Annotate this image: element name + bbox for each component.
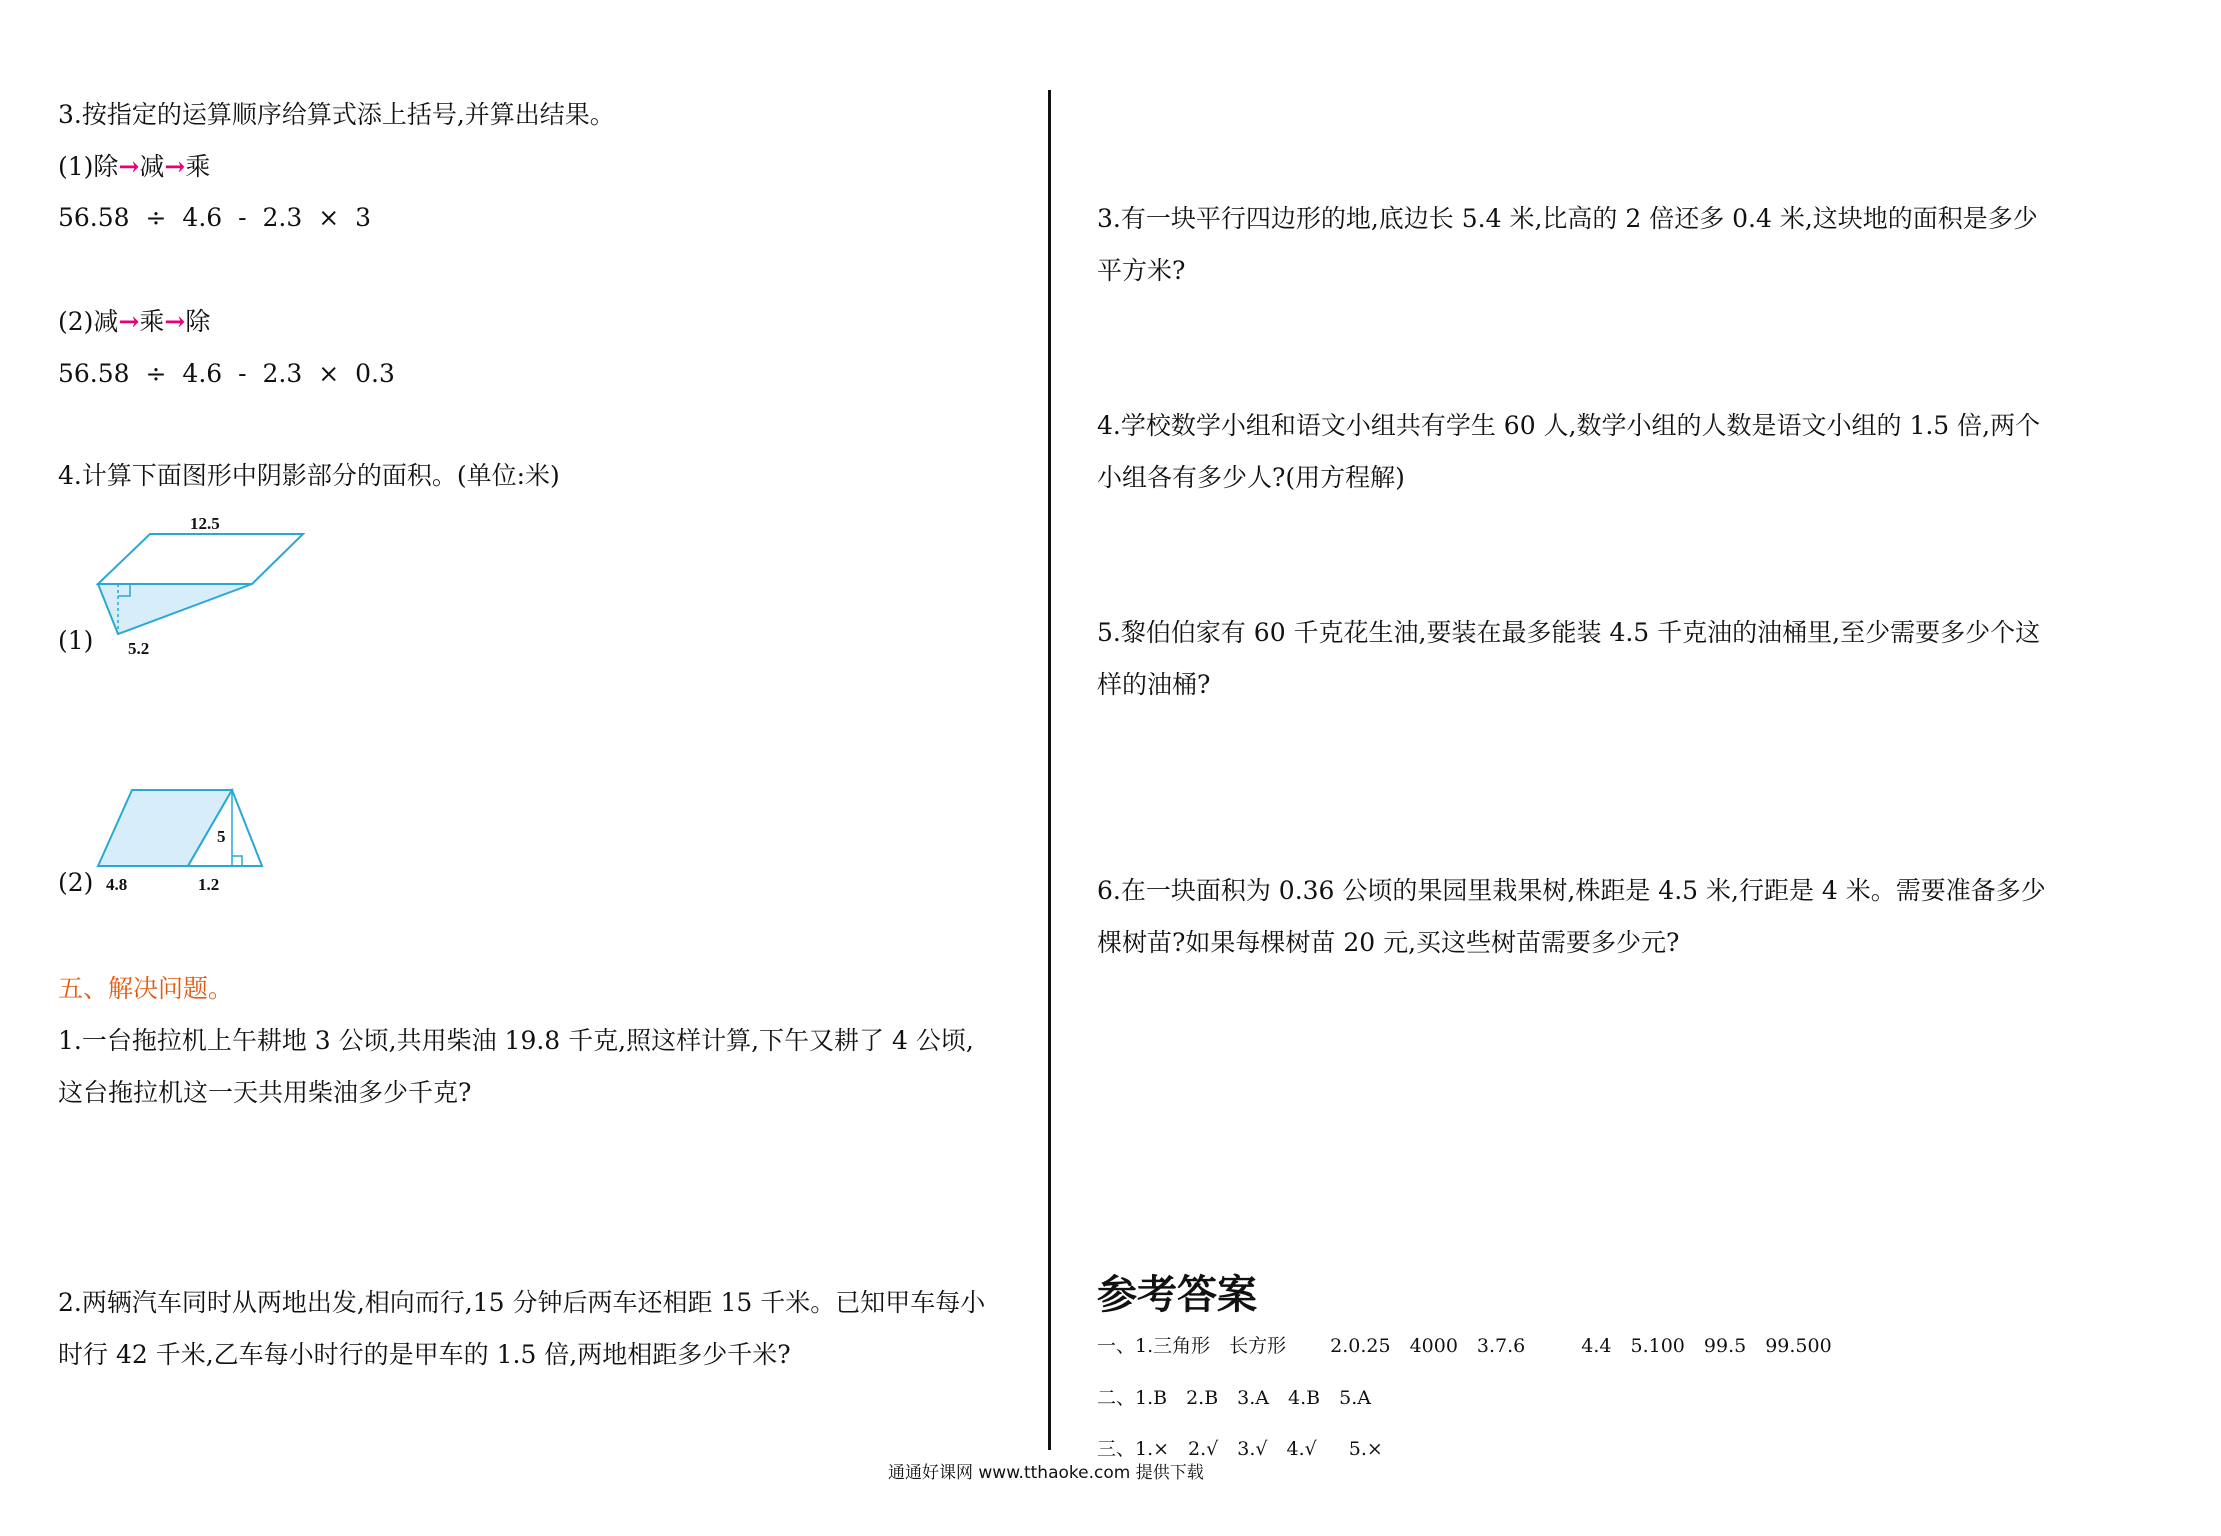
answer-item: 二、1.B 2.B 3.A 4.B 5.A: [1097, 1387, 1371, 1409]
arrow-right-icon: →: [118, 307, 140, 336]
arrow-right-icon: →: [118, 152, 140, 181]
problem-3-line-1: 3.有一块平行四边形的地,底边长 5.4 米,比高的 2 倍还多 0.4 米,这块地的面积是多少: [1097, 204, 2038, 233]
figure-1-label: (1): [58, 626, 94, 655]
step: 乘: [185, 152, 211, 181]
problem-1-line-1: 1.一台拖拉机上午耕地 3 公顷,共用柴油 19.8 千克,照这样计算,下午又耕了 4 公顷,: [58, 1026, 974, 1055]
label-bottom: 5.2: [128, 639, 150, 658]
shaded-triangle: [98, 584, 252, 634]
question-3-part2-expression: 56.58 ÷ 4.6 - 2.3 × 0.3: [58, 359, 395, 388]
answer-row-1: [1097, 1333, 1850, 1359]
footer-source: 通通好课网 www.tthaoke.com 提供下载: [888, 1463, 1204, 1483]
step: 减: [93, 307, 119, 336]
answer-key-title: 参考答案: [1097, 1272, 1257, 1318]
section-5-heading: 五、解决问题。: [58, 974, 234, 1003]
problem-4-line-2: 小组各有多少人?(用方程解): [1097, 463, 1405, 492]
label-height: 5: [217, 827, 226, 846]
label-base-right: 1.2: [198, 875, 220, 894]
answer-item: 三、1.× 2.√ 3.√ 4.√: [1097, 1438, 1317, 1460]
step: 减: [139, 152, 165, 181]
arrow-right-icon: →: [164, 307, 186, 336]
question-3-part2-order: [58, 305, 210, 339]
label-base-left: 4.8: [106, 875, 128, 894]
problem-1-line-2: 这台拖拉机这一天共用柴油多少千克?: [58, 1078, 472, 1107]
problem-5-line-2: 样的油桶?: [1097, 670, 1211, 699]
question-3-part1-expression: 56.58 ÷ 4.6 - 2.3 × 3: [58, 203, 372, 232]
problem-6-line-2: 棵树苗?如果每棵树苗 20 元,买这些树苗需要多少元?: [1097, 928, 1680, 957]
problem-2-line-2: 时行 42 千米,乙车每小时行的是甲车的 1.5 倍,两地相距多少千米?: [58, 1340, 791, 1369]
figure-2-label: (2): [58, 868, 94, 897]
figure-2-shaded-shape: [92, 780, 292, 900]
problem-3-line-2: 平方米?: [1097, 256, 1186, 285]
step: 乘: [139, 307, 165, 336]
answer-row-2: [1097, 1385, 1389, 1411]
part-label: (2): [58, 307, 94, 336]
problem-2-line-1: 2.两辆汽车同时从两地出发,相向而行,15 分钟后两车还相距 15 千米。已知甲车每小: [58, 1288, 986, 1317]
answer-item: 一、1.三角形 长方形: [1097, 1335, 1287, 1357]
part-label: (1): [58, 152, 94, 181]
step: 除: [93, 152, 119, 181]
parallelogram-outline: [98, 534, 303, 584]
question-3-part1-order: [58, 150, 210, 184]
problem-5-line-1: 5.黎伯伯家有 60 千克花生油,要装在最多能装 4.5 千克油的油桶里,至少需要多少个这: [1097, 618, 2041, 647]
problem-4-line-1: 4.学校数学小组和语文小组共有学生 60 人,数学小组的人数是语文小组的 1.5 倍,两个: [1097, 411, 2041, 440]
question-3-title: 3.按指定的运算顺序给算式添上括号,并算出结果。: [58, 100, 615, 129]
answer-item: 2.0.25 4000 3.7.6: [1330, 1335, 1526, 1357]
problem-6-line-1: 6.在一块面积为 0.36 公顷的果园里栽果树,株距是 4.5 米,行距是 4 米。需要准备多少: [1097, 876, 2046, 905]
label-top: 12.5: [190, 514, 220, 533]
question-4-title: 4.计算下面图形中阴影部分的面积。(单位:米): [58, 461, 560, 490]
step: 除: [185, 307, 211, 336]
arrow-right-icon: →: [164, 152, 186, 181]
figure-1-shaded-shape: [90, 510, 320, 660]
answer-item: 4.4 5.100 99.5 99.500: [1581, 1335, 1832, 1357]
answer-item: 5.×: [1348, 1438, 1383, 1460]
column-divider: [1048, 90, 1051, 1450]
